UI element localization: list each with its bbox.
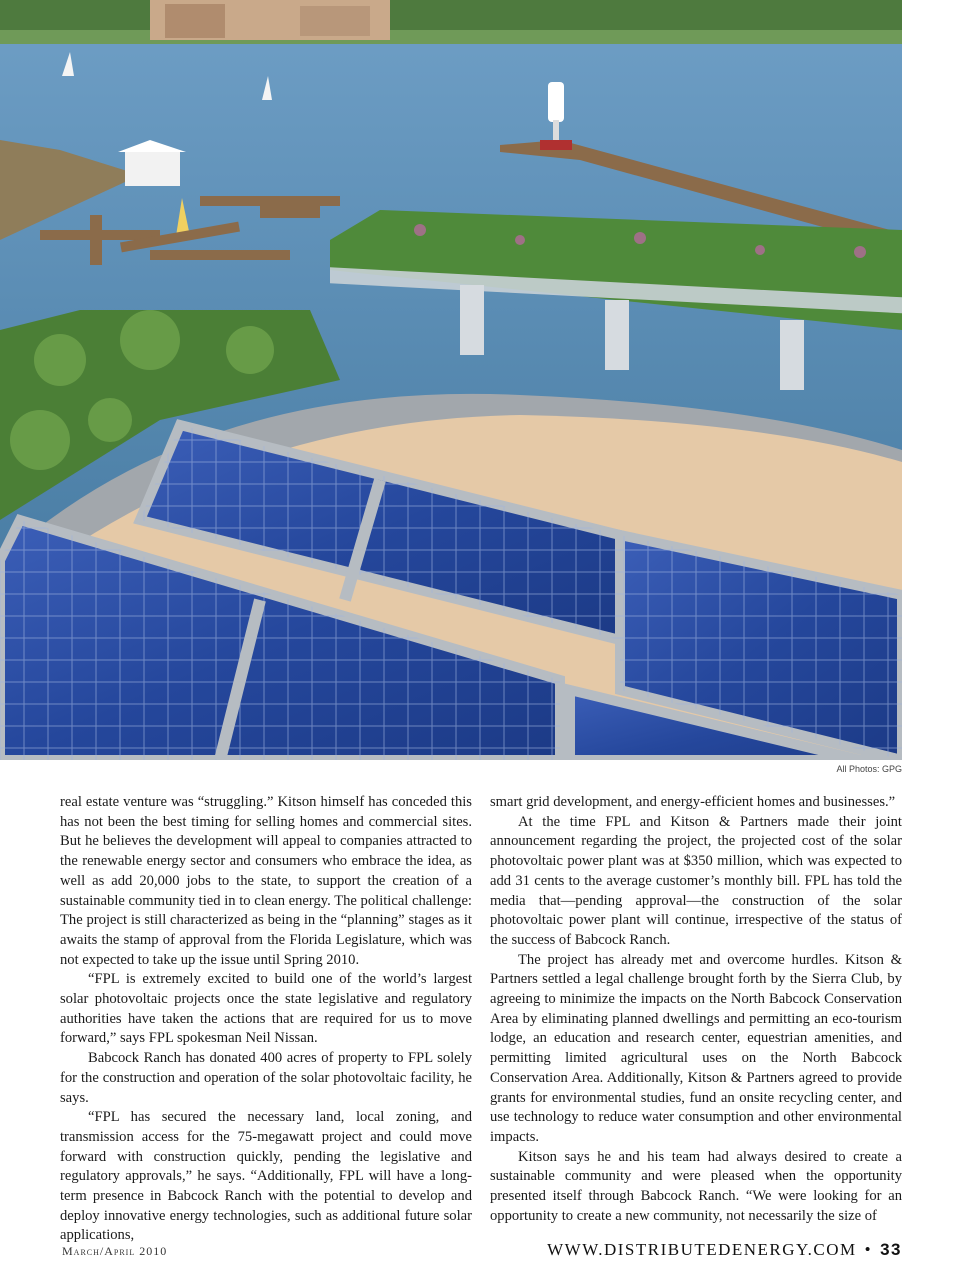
website-url: WWW.DISTRIBUTEDENERGY.COM [547,1240,857,1259]
article-column-right [490,793,902,1226]
article-paragraph: At the time FPL and Kitson & Partners made their joint announcement regarding the project, the projected cost of the solar photovoltaic power plant was at $350 million, which was expected to add 31 cents to the average customer’s monthly bill. FPL has told the media that—pending approval—the construction of the solar photovoltaic power plant will continue, irrespective of the status of the success of Babcock Ranch. [490,813,902,948]
issue-date: March/April 2010 [62,1244,168,1258]
article-paragraph: “FPL has secured the necessary land, local zoning, and transmission access for the 75-megawatt project and could move forward with construction quickly, pending the legislative and regulatory approvals,” he says. “Additionally, FPL will have a long-term presence in Babcock Ranch with the potential to develop and deploy innovative energy technologies, such as additional future solar applications, [60,1109,472,1244]
article-paragraph: smart grid development, and energy-efficient homes and businesses.” [490,794,896,810]
photo-credit: All Photos: GPG [836,764,902,774]
article-paragraph: The project has already met and overcome hurdles. Kitson & Partners settled a legal challenge brought forth by the Sierra Club, by agreeing to minimize the impacts on the North Babcock Conservation Area by eliminating planned dwellings and permitting an eco-tourism lodge, an education and research center, equestrian amenities, and permitting limited agricultural uses on the North Babcock Conservation Area. Additionally, Kitson & Partners agreed to provide grants for environmental studies, fund an onsite recycling center, and use technology to reduce water consumption and other environmental impacts. [490,951,902,1145]
article-paragraph: “FPL is extremely excited to build one of the world’s largest solar photovoltaic projects once the state legislative and regulatory authorities have taken the actions that are required for us to move forward,” says FPL spokesman Neil Nissan. [60,971,472,1047]
article-paragraph: Kitson says he and his team had always desired to create a sustainable community and were pleased when the opportunity presented itself through Babcock Ranch. “We were looking for an opportunity to create a new community, not necessarily the size of [490,1148,902,1224]
article-paragraph: real estate venture was “struggling.” Kitson himself has conceded this has not been the best timing for selling homes and commercial sites. But he believes the development will appeal to companies attracted to the renewable energy sector and consumers who embrace the idea, as well as add 20,000 jobs to the state, to support the creation of a sustainable community tied in to clean energy. The political challenge: The project is still characterized as being in the “planning” stages as it awaits the stamp of approval from the Florida Legislature, which was not expected to take up the issue until Spring 2010. [60,794,472,968]
bullet-separator: • [864,1240,873,1259]
article-column-left [60,793,472,1246]
page-footer [547,1240,902,1260]
article-paragraph: Babcock Ranch has donated 400 acres of property to FPL solely for the construction and operation of the solar photovoltaic facility, he says. [60,1050,472,1106]
page-number: 33 [880,1240,902,1259]
